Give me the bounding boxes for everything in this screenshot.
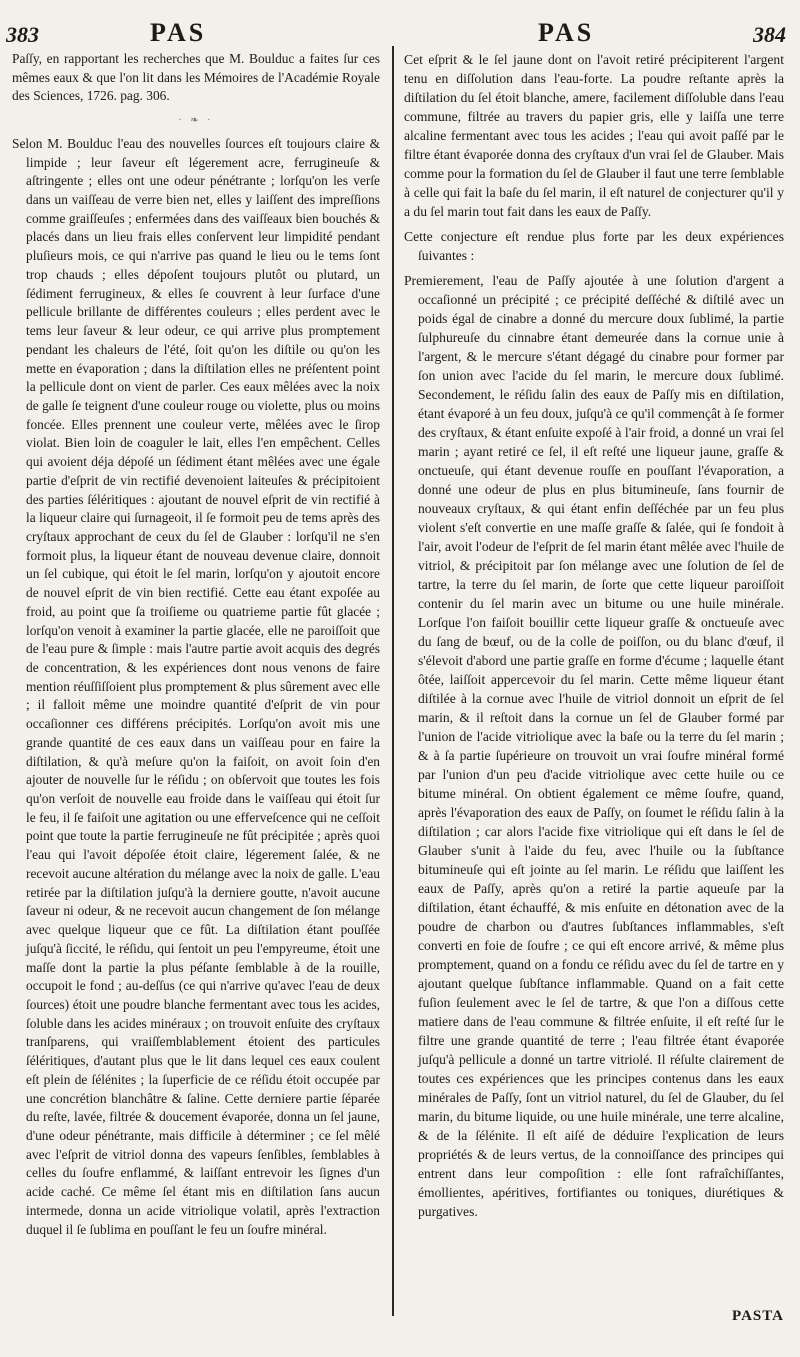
left-paragraph-1: Selon M. Boulduc l'eau des nouvelles ſources eſt toujours claire & limpide ; leur ſaveur eſt légerement acre, ferrugineuſe & aſtringente ; elles ont une odeur pénétrante ; lorſqu'on les verſe dans un vaiſſeau de verre bien net, elles y laiſſent des impreſſions comme graiſſeuſes ; enfermées dans des vaiſſeaux bien bouchés & placés dans un lieu frais elles conſervent leur limpidité pendant pluſieurs mois, ce qui n'arrive pas quand le lieu ou le tems ſont trop chauds ; elles dépoſent toujours plutôt ou plutard, un ſédiment ferrugineux, & elles ſe couvrent à leur ſurface d'une pellicule brillante de différentes couleurs ; elles perdent avec le tems leur ſaveur & leur odeur, ce qui arrive plus promptement pendant les chaleurs de l'été, ſoit qu'on les diſtile ou qu'on les mette en évaporation ; dans la diſtilation elles ne préſentent point la pellicule dont on vient de parler. Ces eaux mêlées avec la noix de galle ſe teignent d'une couleur rouge ou violette, plus ou moins foncée. Elles prennent une couleur verte, mêlées avec le ſirop violat. Bien loin de coaguler le lait, elles l'en empêchent. Celles qui avoient déja dépoſé un ſédiment étant mêlées avec une égale partie d'eſprit de vin rectifié devenoient laiteuſes & précipitoient des parties ſéléritiques : ajoutant de nouvel eſprit de vin rectifié à la liqueur claire qui ſurnageoit, il ſe formoit peu de tems après des cryſtaux approchant de ceux du ſel de Glauber : lorſqu'il ne s'en formoit plus, la liqueur étant de nouveau devenue claire, donnoit un ſel cubique, qui étoit le ſel marin, lorſqu'on y ajoutoit encore de nouvel eſprit de vin bien rectifié. Cette eau étant expoſée au froid, au point que ſa troiſieme ou quatrieme partie fût glacée ; lorſqu'on venoit à examiner la partie glacée, elle ne paroiſſoit que de l'eau pure & ſimple : mais l'autre partie avoit acquis des degrés de concentration, & les expériences dont nous venons de faire mention réuſſiſſoient plus promptement & plus sûrement avec elle ; il falloit même une moindre quantité d'eſprit de vin pour occaſionner ces différens précipités. Lorſqu'on avoit mis une grande quantité de ces eaux dans un vaiſſeau pour en faire la diſtilation, & qu'à meſure qu'on la faiſoit, on avoit ſoin d'en ajouter de nouvelle ſur le réſidu ; on obſervoit que toutes les fois qu'on verſoit de nouvelle eau froide dans le vaiſſeau qui étoit ſur le feu, il ſe faiſoit une agitation ou une efferveſcence qui ne ceſſoit point que toute la partie ferrugineuſe ne fût précipitée ; après quoi l'eau qui l'avoit dépoſée étoit claire, légerement ſalée, & ne recevoit aucune altération du mélange avec la noix de galle. L'eau retirée par la diſtilation juſqu'à la derniere goutte, n'avoit aucune ſaveur ni odeur, & ne recevoit aucun changement de ſon mélange avec quelque liqueur que ce fût. La diſtilation étant pouſſée juſqu'à ſiccité, le réſidu, qui ſentoit un peu l'empyreume, étoit une maſſe dont la partie la plus péſante ſemblable à de la rouille, occupoit le fond ; au-deſſus (ce qui n'arrive qu'avec l'eau de deux ſources) étoit une poudre blanche fermentant avec tous les acides, ſoluble dans les acides minéraux ; on trouvoit enſuite des cryſtaux tranſparens, qui vraiſſemblablement étoient des particules ſéléritiques, d'autant plus que le lit dans lequel ces eaux coulent eſt plein de ſélénites ; la ſuperficie de ce réſidu étoit occupée par une concrétion blanchâtre & ſaline. Cette derniere partie ſéparée du reſte, lavée, filtrée & doucement évaporée, donna un ſel jaune, d'une odeur pénétrante, mais difficile à déterminer ; ce ſel mêlé avec l'eſprit de vitriol donna des vapeurs ſenſibles, ſemblables à celles du ſoufre enflammé, & laiſſant entrevoir les ſignes d'un acide caché. Ce même ſel étant mis en diſtilation ſans aucun intermede, donna un acide vitriolique volatil, après l'extraction duquel il ſe ſublima en pouſſant le feu un ſoufre minéral. [12,135,380,1237]
left-column [12,50,380,1245]
right-running-head: PAS [538,18,595,47]
right-paragraph-3: Premierement, l'eau de Paſſy ajoutée à une ſolution d'argent a occaſionné un précipité ; ce précipité deſſéché & diſtilé avec un poids égal de cinabre a donné du mercure doux ſublimé, la partie ſulphureuſe du cinnabre étant demeurée dans la cornue unie à l'argent, & le mercure s'étant dégagé du cinabre pour former par ſon union avec l'acide du ſel marin, le mercure doux ſublimé. Secondement, le réſidu ſalin des eaux de Paſſy mis en diſtilation, étant évaporé à un feu doux, juſqu'à ce qu'il commençât à ſe former des cryſtaux, & étant enſuite expoſé à l'air froid, a donné un vrai ſel marin ; ayant retiré ce ſel, il eſt reſté une liqueur jaune, graſſe & onctueuſe, qui étant devenue rouſſe en pouſſant l'évaporation, a donné une odeur de plus en plus bitumineuſe, ſans fournir de nouveaux cryſtaux, & qui étant enfin deſſéchée par un feu plus violent s'eſt convertie en une maſſe graſſe & ſalée, qui ſe fondoit à l'air, avoit l'odeur de l'eſprit de ſel marin étant mêlée avec l'huile de vitriol, & précipitoit par ſon mélange avec une ſolution de ſel de tartre, la terre du ſel marin, de ſorte que cette liqueur paroiſſoit contenir du ſel marin avec un bitume ou une huile minérale. Lorſque l'on faiſoit bouillir cette liqueur graſſe & onctueuſe avec du ſang de bœuf, ou de la colle de poiſſon, ou du blanc d'œuf, il s'élevoit d'abord une partie graſſe en forme d'écume ; laquelle étant ôtée, laiſſoit appercevoir du ſel marin. Cette même liqueur étant diſtilée à la cornue avec l'huile de vitriol donnoit un eſprit de ſel marin, & il reſtoit dans la cornue un ſel de Glauber formé par l'union de l'acide vitriolique avec la baſe ou la terre du ſel marin ; & à ſa partie ſupérieure on trouvoit un vrai ſoufre minéral formé par l'union d'un peu d'acide vitriolique avec cette huile ou ce bitume minéral. On obtient également ce même ſoufre, quand, après l'évaporation des eaux de Paſſy, on ſoumet le réſidu ſalin à la diſtilation ; car alors l'acide fixe vitriolique qui eſt dans le ſel de Glauber s'unit à l'aide du feu, avec l'huile ou la ſubſtance bitumineuſe qui eſt jointe au ſel marin. Le réſidu que laiſſent les eaux de Paſſy, après qu'on a retiré la partie aqueuſe par la diſtilation, étant échauffé, & mis enſuite en détonation avec de la poudre de charbon ou d'autres ſubſtances inflammables, s'eſt converti en foie de ſoufre ; ce qui eſt encore arrivé, & même plus promptement, quand on a fondu ce réſidu avec du ſel de tartre en y ajoutant quelque ſubſtance inflammable. Quand on a fait cette fuſion ſeulement avec le ſel de tartre, & que l'on a diſſous cette matiere dans de l'eau commune & filtrée enſuite, il eſt reſté ſur le filtre une grande quantité de terre ; l'eau filtrée étant évaporée juſqu'à pellicule a donné un tartre vitriolé. Il réſulte clairement de toutes ces expériences que les principes contenus dans les eaux minérales de Paſſy, ſont un vitriol naturel, du ſel de Glauber, du ſel marin, du bitume liquide, ou une huile minérale, une terre alcaline, & de la ſélénite. Il eſt aiſé de déduire l'explication de leurs propriétés & de leurs vertus, de la connoiſſance des principes qui entrent dans leur compoſition : elle ſont rafraîchiſſantes, émollientes, apéritives, fortifiantes ou toniques, diurétiques & purgatives. [404,273,784,1219]
right-paragraph-1: Cet eſprit & le ſel jaune dont on l'avoit retiré précipiterent l'argent tenu en diſſolution dans l'eau-forte. La poudre reſtante après la diſtilation du ſel étoit blanche, amere, facilement diſſoluble dans l'eau commune, filtrée au travers du papier gris, elle y laiſſa une terre alcaline fermentant avec tous les acides ; l'eau qui avoit paſſé par le filtre étant évaporée donna des cryſtaux d'un vrai ſel de Glauber. Mais comme pour la formation du ſel de Glauber il faut une terre ſemblable à celle qui fait la baſe du ſel marin, il eſt naturel de conjecturer qu'il y a du ſel marin tout fait dans les eaux de Paſſy. [404,52,784,219]
left-running-head: PAS [150,18,207,47]
right-column [404,50,784,1227]
catchword: PASTA [732,1308,784,1324]
right-page-number: 384 [753,22,786,47]
ornament-icon: · ❧ · [178,115,214,127]
column-divider [392,46,394,1316]
left-page-number: 383 [6,22,39,47]
right-paragraph-2: Cette conjecture eſt rendue plus forte par les deux expériences ſuivantes : [404,229,784,263]
left-paragraph-0: Paſſy, en rapportant les recherches que M. Boulduc a faites ſur ces mêmes eaux & que l'on lit dans les Mémoires de l'Académie Royale des Sciences, 1726. pag. 306. [12,51,380,104]
